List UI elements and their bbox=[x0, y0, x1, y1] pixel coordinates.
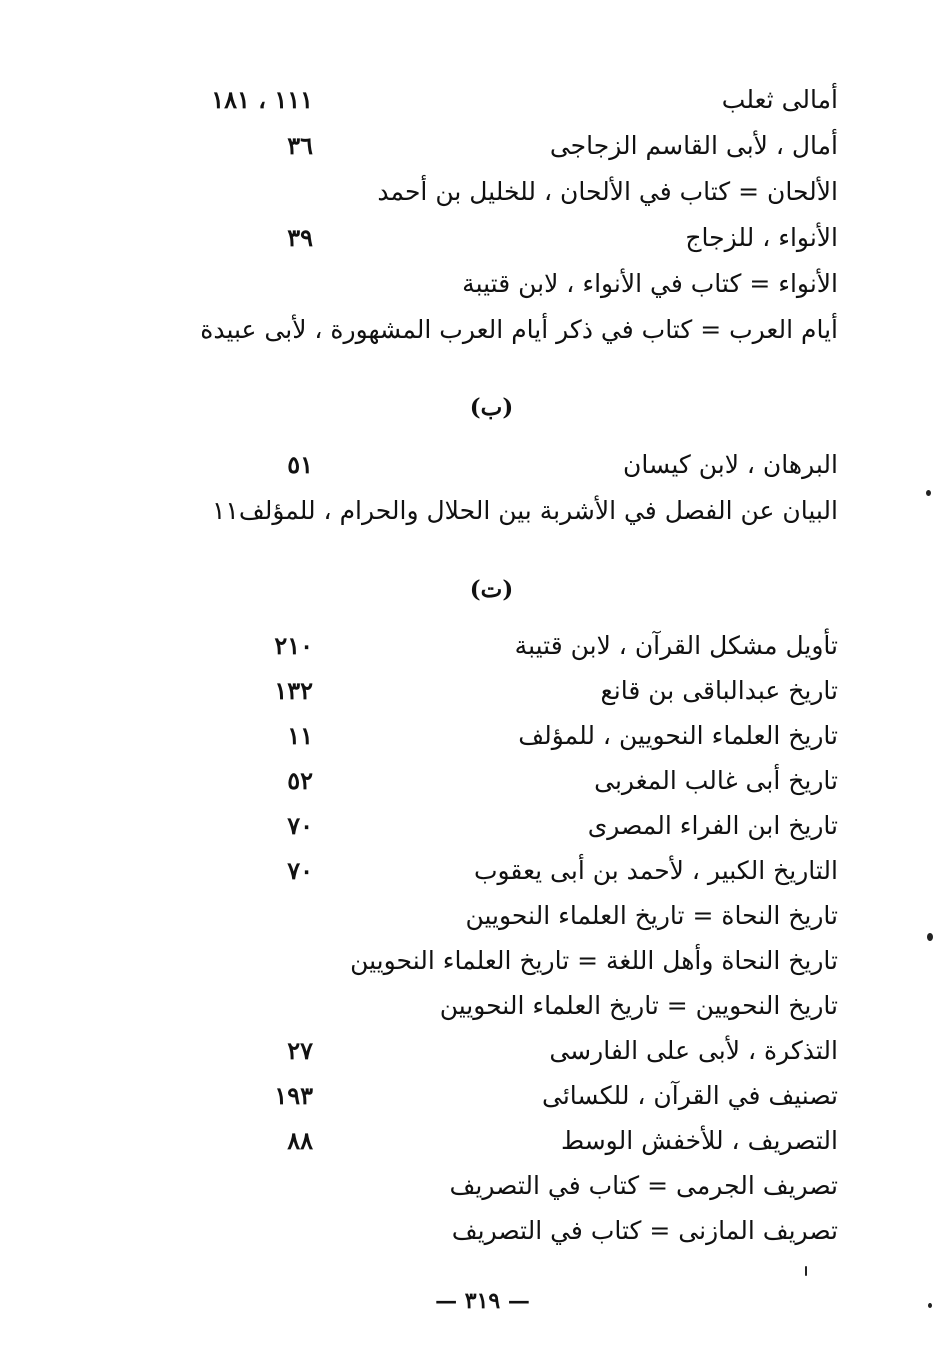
entry-title: التاريخ الكبير ، لأحمد بن أبى يعقوب bbox=[473, 856, 838, 885]
entry-pages: ٣٦ bbox=[287, 131, 313, 160]
index-entry bbox=[150, 1031, 838, 1071]
entry-title: الأنواء ، للزجاج bbox=[685, 223, 838, 252]
entry-pages: ١٣٢ bbox=[274, 676, 313, 705]
entry-title: تصريف الجرمى = كتاب في التصريف bbox=[449, 1171, 838, 1200]
entry-pages: ٧٠ bbox=[287, 811, 313, 840]
scan-speck bbox=[926, 490, 931, 496]
entry-pages: ٥٢ bbox=[287, 766, 313, 795]
entry-title: تأويل مشكل القرآن ، لابن قتيبة bbox=[514, 631, 838, 660]
index-entry bbox=[150, 671, 838, 711]
index-entry bbox=[150, 806, 838, 846]
entry-pages: ٧٠ bbox=[287, 856, 313, 885]
section-heading-ta: (ت) bbox=[469, 576, 514, 603]
entry-title: تاريخ النحاة = تاريخ العلماء النحويين bbox=[465, 901, 838, 930]
entry-pages: ٥١ bbox=[287, 450, 313, 479]
entry-title: التصريف ، للأخفش الوسط bbox=[561, 1126, 838, 1155]
entry-title: تصنيف في القرآن ، للكسائى bbox=[542, 1081, 838, 1110]
index-entry bbox=[150, 761, 838, 801]
index-entry bbox=[150, 1076, 838, 1116]
index-entry bbox=[150, 218, 838, 258]
entry-title: تاريخ النحويين = تاريخ العلماء النحويين bbox=[439, 991, 838, 1020]
section-heading-ba: (ب) bbox=[469, 394, 514, 421]
index-entry bbox=[150, 172, 838, 212]
entry-pages: ٢١٠ bbox=[274, 631, 313, 660]
entry-title: تاريخ ابن الفراء المصرى bbox=[587, 811, 838, 840]
index-entry bbox=[150, 941, 838, 981]
entry-pages: ٨٨ bbox=[287, 1126, 313, 1155]
index-entry bbox=[150, 986, 838, 1026]
entry-pages: ٣٩ bbox=[287, 223, 313, 252]
index-entry bbox=[150, 264, 838, 304]
entry-title: تاريخ عبدالباقى بن قانع bbox=[600, 676, 838, 705]
entry-title: البرهان ، لابن كيسان bbox=[623, 450, 838, 479]
entry-pages: ١٩٣ bbox=[274, 1081, 313, 1110]
index-entry bbox=[150, 1166, 838, 1206]
entry-pages: ١١ bbox=[287, 721, 313, 750]
entry-pages: ١١١ ، ١٨١ bbox=[211, 85, 313, 114]
entry-pages: ٢٧ bbox=[287, 1036, 313, 1065]
index-entry bbox=[150, 80, 838, 120]
entry-title: الأنواء = كتاب في الأنواء ، لابن قتيبة bbox=[462, 269, 838, 298]
entry-title: تصريف المازنى = كتاب في التصريف bbox=[451, 1216, 838, 1245]
index-entry bbox=[150, 1121, 838, 1161]
scan-speck bbox=[805, 1266, 807, 1276]
entry-title: أيام العرب = كتاب في ذكر أيام العرب المشهورة ، لأبى عبيدة bbox=[200, 315, 838, 344]
entry-title: البيان عن الفصل في الأشربة بين الحلال والحرام ، للمؤلف١١ bbox=[211, 496, 838, 525]
entry-title: تاريخ النحاة وأهل اللغة = تاريخ العلماء النحويين bbox=[350, 946, 838, 975]
index-entry bbox=[150, 491, 838, 531]
index-entry bbox=[150, 626, 838, 666]
entry-title: تاريخ أبى غالب المغربى bbox=[594, 766, 838, 795]
entry-title: أمالى ثعلب bbox=[721, 85, 838, 114]
scan-speck bbox=[928, 1303, 932, 1308]
entry-title: الألحان = كتاب في الألحان ، للخليل بن أحمد bbox=[377, 177, 838, 206]
entry-title: تاريخ العلماء النحويين ، للمؤلف bbox=[518, 721, 838, 750]
entry-title: التذكرة ، لأبى على الفارسى bbox=[549, 1036, 838, 1065]
index-entry bbox=[150, 716, 838, 756]
index-entry bbox=[150, 851, 838, 891]
page-number: — ٣١٩ — bbox=[435, 1288, 530, 1314]
scan-speck bbox=[927, 933, 933, 941]
index-entry bbox=[150, 126, 838, 166]
index-entry bbox=[150, 896, 838, 936]
index-entry bbox=[150, 310, 838, 350]
entry-title: أمال ، لأبى القاسم الزجاجى bbox=[549, 131, 838, 160]
index-entry bbox=[150, 445, 838, 485]
index-entry bbox=[150, 1211, 838, 1251]
